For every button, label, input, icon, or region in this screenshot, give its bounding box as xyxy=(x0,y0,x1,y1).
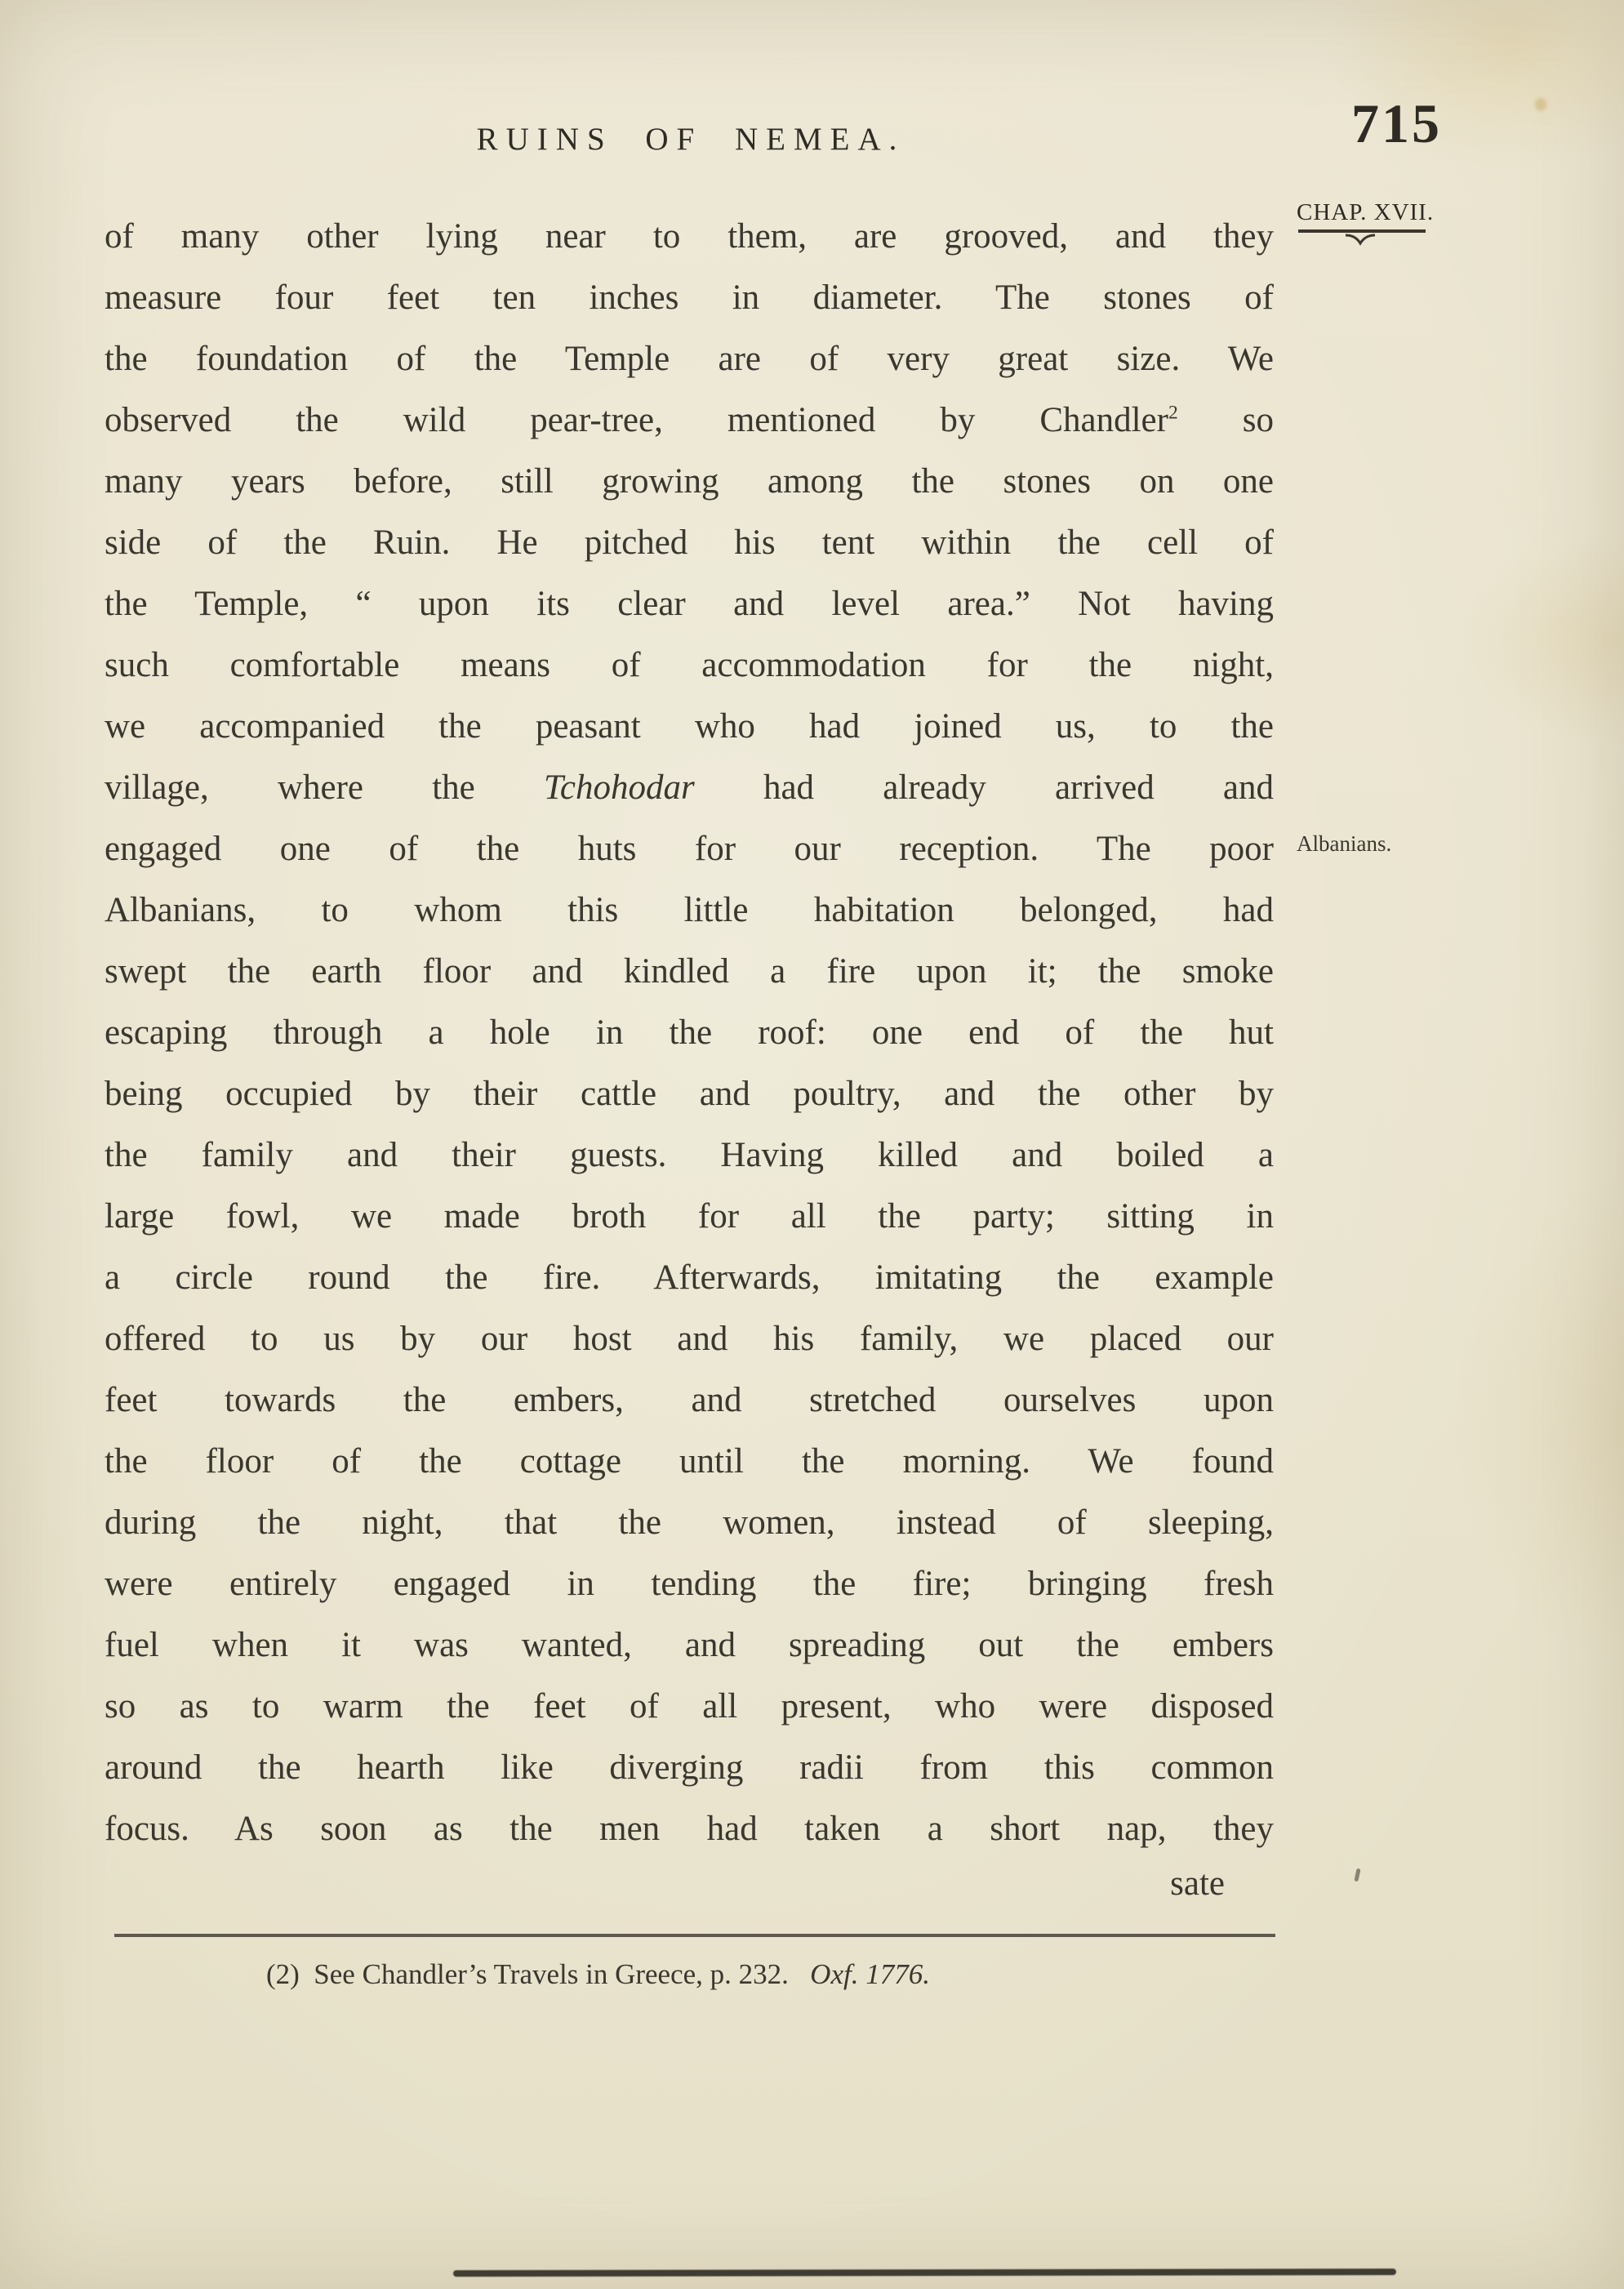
page-number: 715 xyxy=(1351,92,1442,154)
text-line xyxy=(105,941,1274,1002)
text-line xyxy=(105,573,1274,635)
text-line xyxy=(105,1186,1274,1247)
text-segment: being occupied by their cattle and poultry, and the other by xyxy=(105,1075,1274,1113)
text-segment: 2 xyxy=(1168,402,1178,424)
text-segment: the foundation of the Temple are of very great size. We xyxy=(105,340,1274,378)
text-line xyxy=(105,1737,1274,1798)
text-segment: engaged one of the huts for our reception. The poor xyxy=(105,830,1274,868)
text-segment: Oxf. 1776. xyxy=(810,1958,930,1990)
text-line xyxy=(105,1124,1274,1186)
text-segment: fuel when it was wanted, and spreading out the embers xyxy=(105,1626,1274,1664)
text-line xyxy=(105,1247,1274,1308)
text-line xyxy=(105,1002,1274,1063)
text-line xyxy=(105,635,1274,696)
text-segment: of many other lying near to them, are grooved, and they xyxy=(105,217,1274,256)
text-segment: so as to warm the feet of all present, who were disposed xyxy=(105,1687,1274,1726)
chapter-ornament-icon xyxy=(1297,229,1427,254)
text-segment: offered to us by our host and his family, we placed our xyxy=(105,1320,1274,1358)
text-line xyxy=(105,1553,1274,1614)
chapter-label: CHAP. XVII. xyxy=(1297,199,1435,225)
footnote-text xyxy=(105,1958,1274,1991)
text-line xyxy=(105,1492,1274,1553)
body-text xyxy=(105,206,1274,1859)
text-segment: the Temple, “ upon its clear and level area.” Not having xyxy=(105,585,1274,623)
text-line xyxy=(105,1308,1274,1369)
catchword: sate xyxy=(1170,1864,1225,1903)
text-segment: large fowl, we made broth for all the party; sitting in xyxy=(105,1197,1274,1236)
text-line xyxy=(105,1431,1274,1492)
text-segment: the family and their guests. Having killed and boiled a xyxy=(105,1136,1274,1174)
text-line xyxy=(105,390,1274,451)
text-segment: Albanians, to whom this little habitation belonged, had xyxy=(105,891,1274,929)
text-segment: were entirely engaged in tending the fire; bringing fresh xyxy=(105,1565,1274,1603)
text-segment: during the night, that the women, instead of sleeping, xyxy=(105,1503,1274,1542)
text-line xyxy=(105,1063,1274,1124)
text-segment: swept the earth floor and kindled a fire upon it; the smoke xyxy=(105,952,1274,991)
text-line xyxy=(105,512,1274,573)
margin-note-albanians: Albanians. xyxy=(1297,831,1392,856)
text-segment: had already arrived and xyxy=(694,768,1275,807)
text-line xyxy=(105,267,1274,328)
text-segment: around the hearth like diverging radii from this common xyxy=(105,1748,1274,1787)
text-segment: a circle round the fire. Afterwards, imitating the example xyxy=(105,1258,1274,1297)
text-segment: such comfortable means of accommodation for the night, xyxy=(105,646,1274,684)
text-line xyxy=(105,696,1274,757)
text-line xyxy=(105,757,1274,818)
text-line xyxy=(105,451,1274,512)
text-segment: we accompanied the peasant who had joined us, to the xyxy=(105,707,1274,746)
footnote-rule xyxy=(114,1934,1275,1937)
text-line xyxy=(105,328,1274,390)
text-segment: measure four feet ten inches in diameter. The stones of xyxy=(105,278,1274,317)
text-line xyxy=(105,1676,1274,1737)
text-segment: the floor of the cottage until the morning. We found xyxy=(105,1442,1274,1481)
text-segment: (2) See Chandler’s Travels in Greece, p. 232. xyxy=(266,1958,811,1990)
text-segment: many years before, still growing among the stones on one xyxy=(105,462,1274,501)
text-segment: Tchohodar xyxy=(543,768,695,807)
text-segment: feet towards the embers, and stretched ourselves upon xyxy=(105,1381,1274,1419)
text-line xyxy=(105,1369,1274,1431)
text-segment: escaping through a hole in the roof: one end of the hut xyxy=(105,1013,1274,1052)
ink-speck xyxy=(1354,1868,1360,1882)
page-edge-smudge xyxy=(453,2269,1396,2277)
text-segment: observed the wild pear-tree, mentioned by Chandler xyxy=(105,401,1168,439)
text-segment: side of the Ruin. He pitched his tent within the cell of xyxy=(105,523,1274,562)
text-line xyxy=(105,880,1274,941)
text-line xyxy=(105,818,1274,880)
text-segment: village, where the xyxy=(105,768,544,807)
text-line xyxy=(105,1614,1274,1676)
text-line xyxy=(105,206,1274,267)
text-segment: so xyxy=(1177,401,1275,439)
paper-stain xyxy=(1535,98,1546,111)
text-line xyxy=(105,1798,1274,1859)
running-head: RUINS OF NEMEA. xyxy=(476,122,905,157)
text-segment: focus. As soon as the men had taken a short nap, they xyxy=(105,1810,1274,1848)
